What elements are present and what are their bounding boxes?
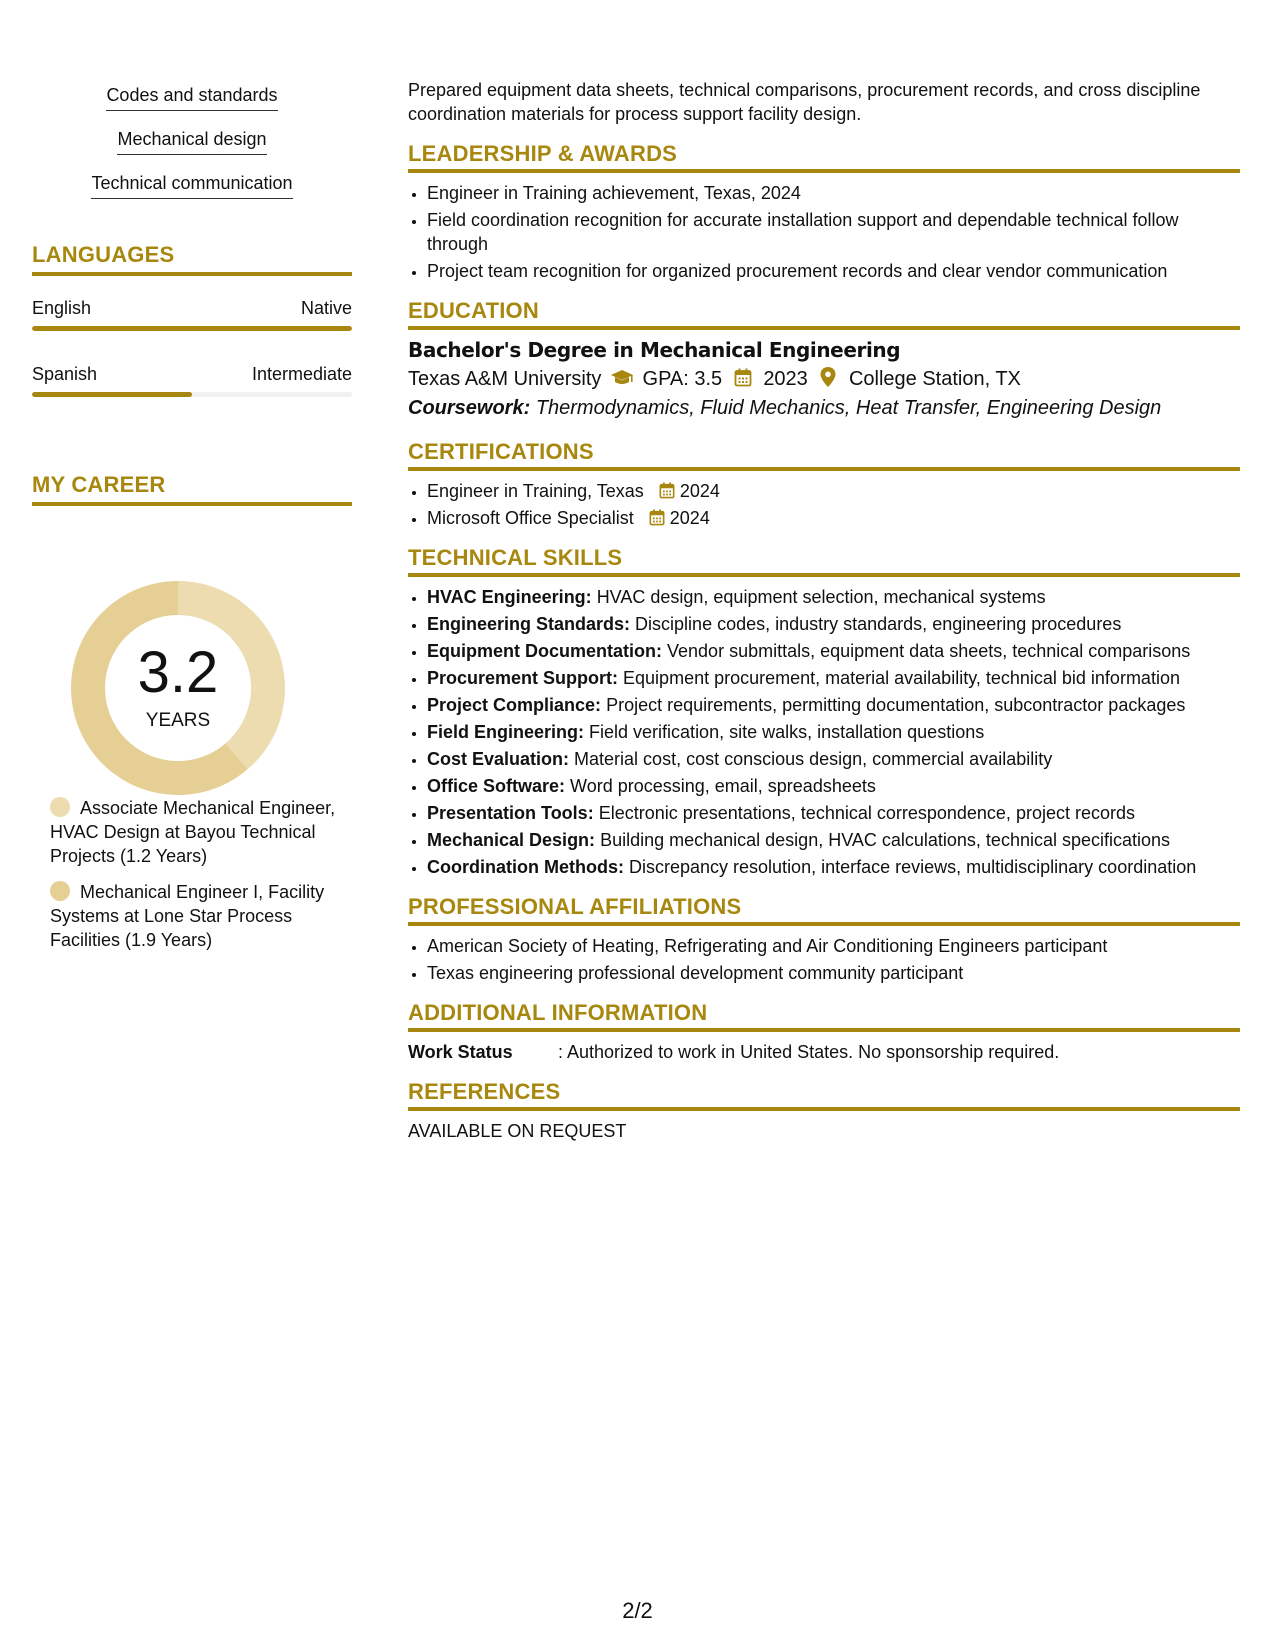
language-name: Spanish <box>32 364 98 384</box>
skill-list <box>32 84 352 216</box>
education-coursework <box>408 396 1240 420</box>
skill-item: Mechanical design <box>117 128 266 155</box>
affiliations-heading: PROFESSIONAL AFFILIATIONS <box>408 895 1240 926</box>
skill-label: Coordination Methods: <box>427 857 624 877</box>
language-name: English <box>32 298 92 318</box>
language-bar <box>32 392 352 397</box>
skill-text: Equipment procurement, material availability, technical bid information <box>623 668 1180 688</box>
education-heading: EDUCATION <box>408 299 1240 330</box>
map-pin-icon <box>820 367 836 387</box>
calendar-icon <box>734 368 752 387</box>
language-bar-fill <box>32 392 192 397</box>
references-heading: REFERENCES <box>408 1080 1240 1111</box>
education-location: College Station, TX <box>848 368 1021 390</box>
skill-text: Word processing, email, spreadsheets <box>570 776 876 796</box>
list-item: • Engineer in Training achievement, Texas, 2024 <box>427 181 1240 205</box>
skill-label: Office Software: <box>427 776 566 796</box>
career-unit: YEARS <box>145 710 211 731</box>
skill-label: Project Compliance: <box>427 695 602 715</box>
skill-item: Technical communication <box>91 172 292 199</box>
certification-item <box>427 506 1240 530</box>
skill-text: Building mechanical design, HVAC calculations, technical specifications <box>600 830 1171 850</box>
education-gpa: GPA: 3.5 <box>642 368 723 390</box>
certification-year: 2024 <box>679 481 720 501</box>
skill-row <box>427 585 1240 609</box>
skill-row <box>427 855 1240 879</box>
skill-row <box>427 720 1240 744</box>
language-bar-fill <box>32 326 352 331</box>
skill-text: Vendor submittals, equipment data sheets, technical comparisons <box>667 641 1191 661</box>
work-status-label: Work Status <box>408 1042 513 1062</box>
career-heading: MY CAREER <box>32 472 352 506</box>
education-details <box>408 367 1240 391</box>
skill-row <box>427 828 1240 852</box>
language-bar <box>32 326 352 331</box>
skill-text: Material cost, cost conscious design, commercial availability <box>574 749 1053 769</box>
skill-text: Field verification, site walks, installation questions <box>589 722 985 742</box>
skill-row <box>427 639 1240 663</box>
technical-skills-list <box>408 585 1240 879</box>
skill-label: Cost Evaluation: <box>427 749 570 769</box>
career-legend-label: Mechanical Engineer I, Facility Systems at Lone Star Process Facilities (1.9 Years) <box>50 882 325 950</box>
list-item: • Field coordination recognition for accurate installation support and dependable technical follow through <box>427 208 1240 256</box>
skill-row <box>427 747 1240 771</box>
skill-text: Discipline codes, industry standards, engineering procedures <box>635 614 1122 634</box>
language-level: Intermediate <box>251 364 352 384</box>
graduation-cap-icon <box>610 369 634 387</box>
references-text: AVAILABLE ON REQUEST <box>408 1121 627 1141</box>
skill-label: Equipment Documentation: <box>427 641 662 661</box>
skill-item: Codes and standards <box>106 84 277 111</box>
certifications-heading: CERTIFICATIONS <box>408 440 1240 471</box>
list-item: • Project team recognition for organized procurement records and clear vendor communication <box>427 259 1240 283</box>
skill-row <box>427 693 1240 717</box>
certification-item <box>427 479 1240 503</box>
career-legend-label: Associate Mechanical Engineer, HVAC Design at Bayou Technical Projects (1.2 Years) <box>50 798 336 866</box>
leadership-list <box>408 181 1240 283</box>
calendar-icon <box>659 482 675 499</box>
legend-dot <box>50 881 70 901</box>
language-level: Native <box>300 298 352 318</box>
skill-text: Electronic presentations, technical correspondence, project records <box>598 803 1135 823</box>
certifications-list <box>408 479 1240 530</box>
career-donut <box>65 575 291 801</box>
technical-skills-heading: TECHNICAL SKILLS <box>408 546 1240 577</box>
work-status-value: : Authorized to work in United States. No sponsorship required. <box>558 1042 1060 1062</box>
languages-heading: LANGUAGES <box>32 242 352 276</box>
career-legend-item <box>50 880 340 952</box>
leadership-heading: LEADERSHIP & AWARDS <box>408 142 1240 173</box>
page-number: 2/2 <box>622 1598 653 1623</box>
career-total: 3.2 <box>137 640 219 705</box>
skill-label: Mechanical Design: <box>427 830 596 850</box>
coursework-text: Thermodynamics, Fluid Mechanics, Heat Transfer, Engineering Design <box>535 397 1162 419</box>
coursework-label: Coursework: <box>408 397 531 419</box>
skill-label: Field Engineering: <box>427 722 585 742</box>
legend-dot <box>50 797 70 817</box>
education-year: 2023 <box>763 368 808 390</box>
certification-name: Engineer in Training, Texas <box>427 481 644 501</box>
affiliations-list <box>408 934 1240 985</box>
education-school: Texas A&M University <box>408 368 602 390</box>
skill-label: HVAC Engineering: <box>427 587 592 607</box>
certification-name: Microsoft Office Specialist <box>427 508 634 528</box>
calendar-icon <box>649 509 665 526</box>
skill-text: HVAC design, equipment selection, mechanical systems <box>596 587 1046 607</box>
skill-label: Engineering Standards: <box>427 614 631 634</box>
skill-text: Discrepancy resolution, interface reviews, multidisciplinary coordination <box>629 857 1197 877</box>
skill-label: Presentation Tools: <box>427 803 594 823</box>
skill-row <box>427 612 1240 636</box>
additional-info-heading: ADDITIONAL INFORMATION <box>408 1001 1240 1032</box>
education-degree: Bachelor's Degree in Mechanical Engineering <box>408 338 901 362</box>
skill-text: Project requirements, permitting documentation, subcontractor packages <box>606 695 1186 715</box>
list-item: • American Society of Heating, Refrigerating and Air Conditioning Engineers participant <box>427 934 1240 958</box>
skill-label: Procurement Support: <box>427 668 619 688</box>
list-item: • Texas engineering professional development community participant <box>427 961 1240 985</box>
skill-row <box>427 774 1240 798</box>
work-status-row <box>408 1040 1240 1064</box>
main-content <box>408 78 1240 1143</box>
intro-text: Prepared equipment data sheets, technical comparisons, procurement records, and cross discipline coordination materials for process support facility design. <box>408 80 1201 124</box>
skill-row <box>427 666 1240 690</box>
certification-year: 2024 <box>669 508 710 528</box>
skill-row <box>427 801 1240 825</box>
career-legend-item <box>50 796 340 868</box>
